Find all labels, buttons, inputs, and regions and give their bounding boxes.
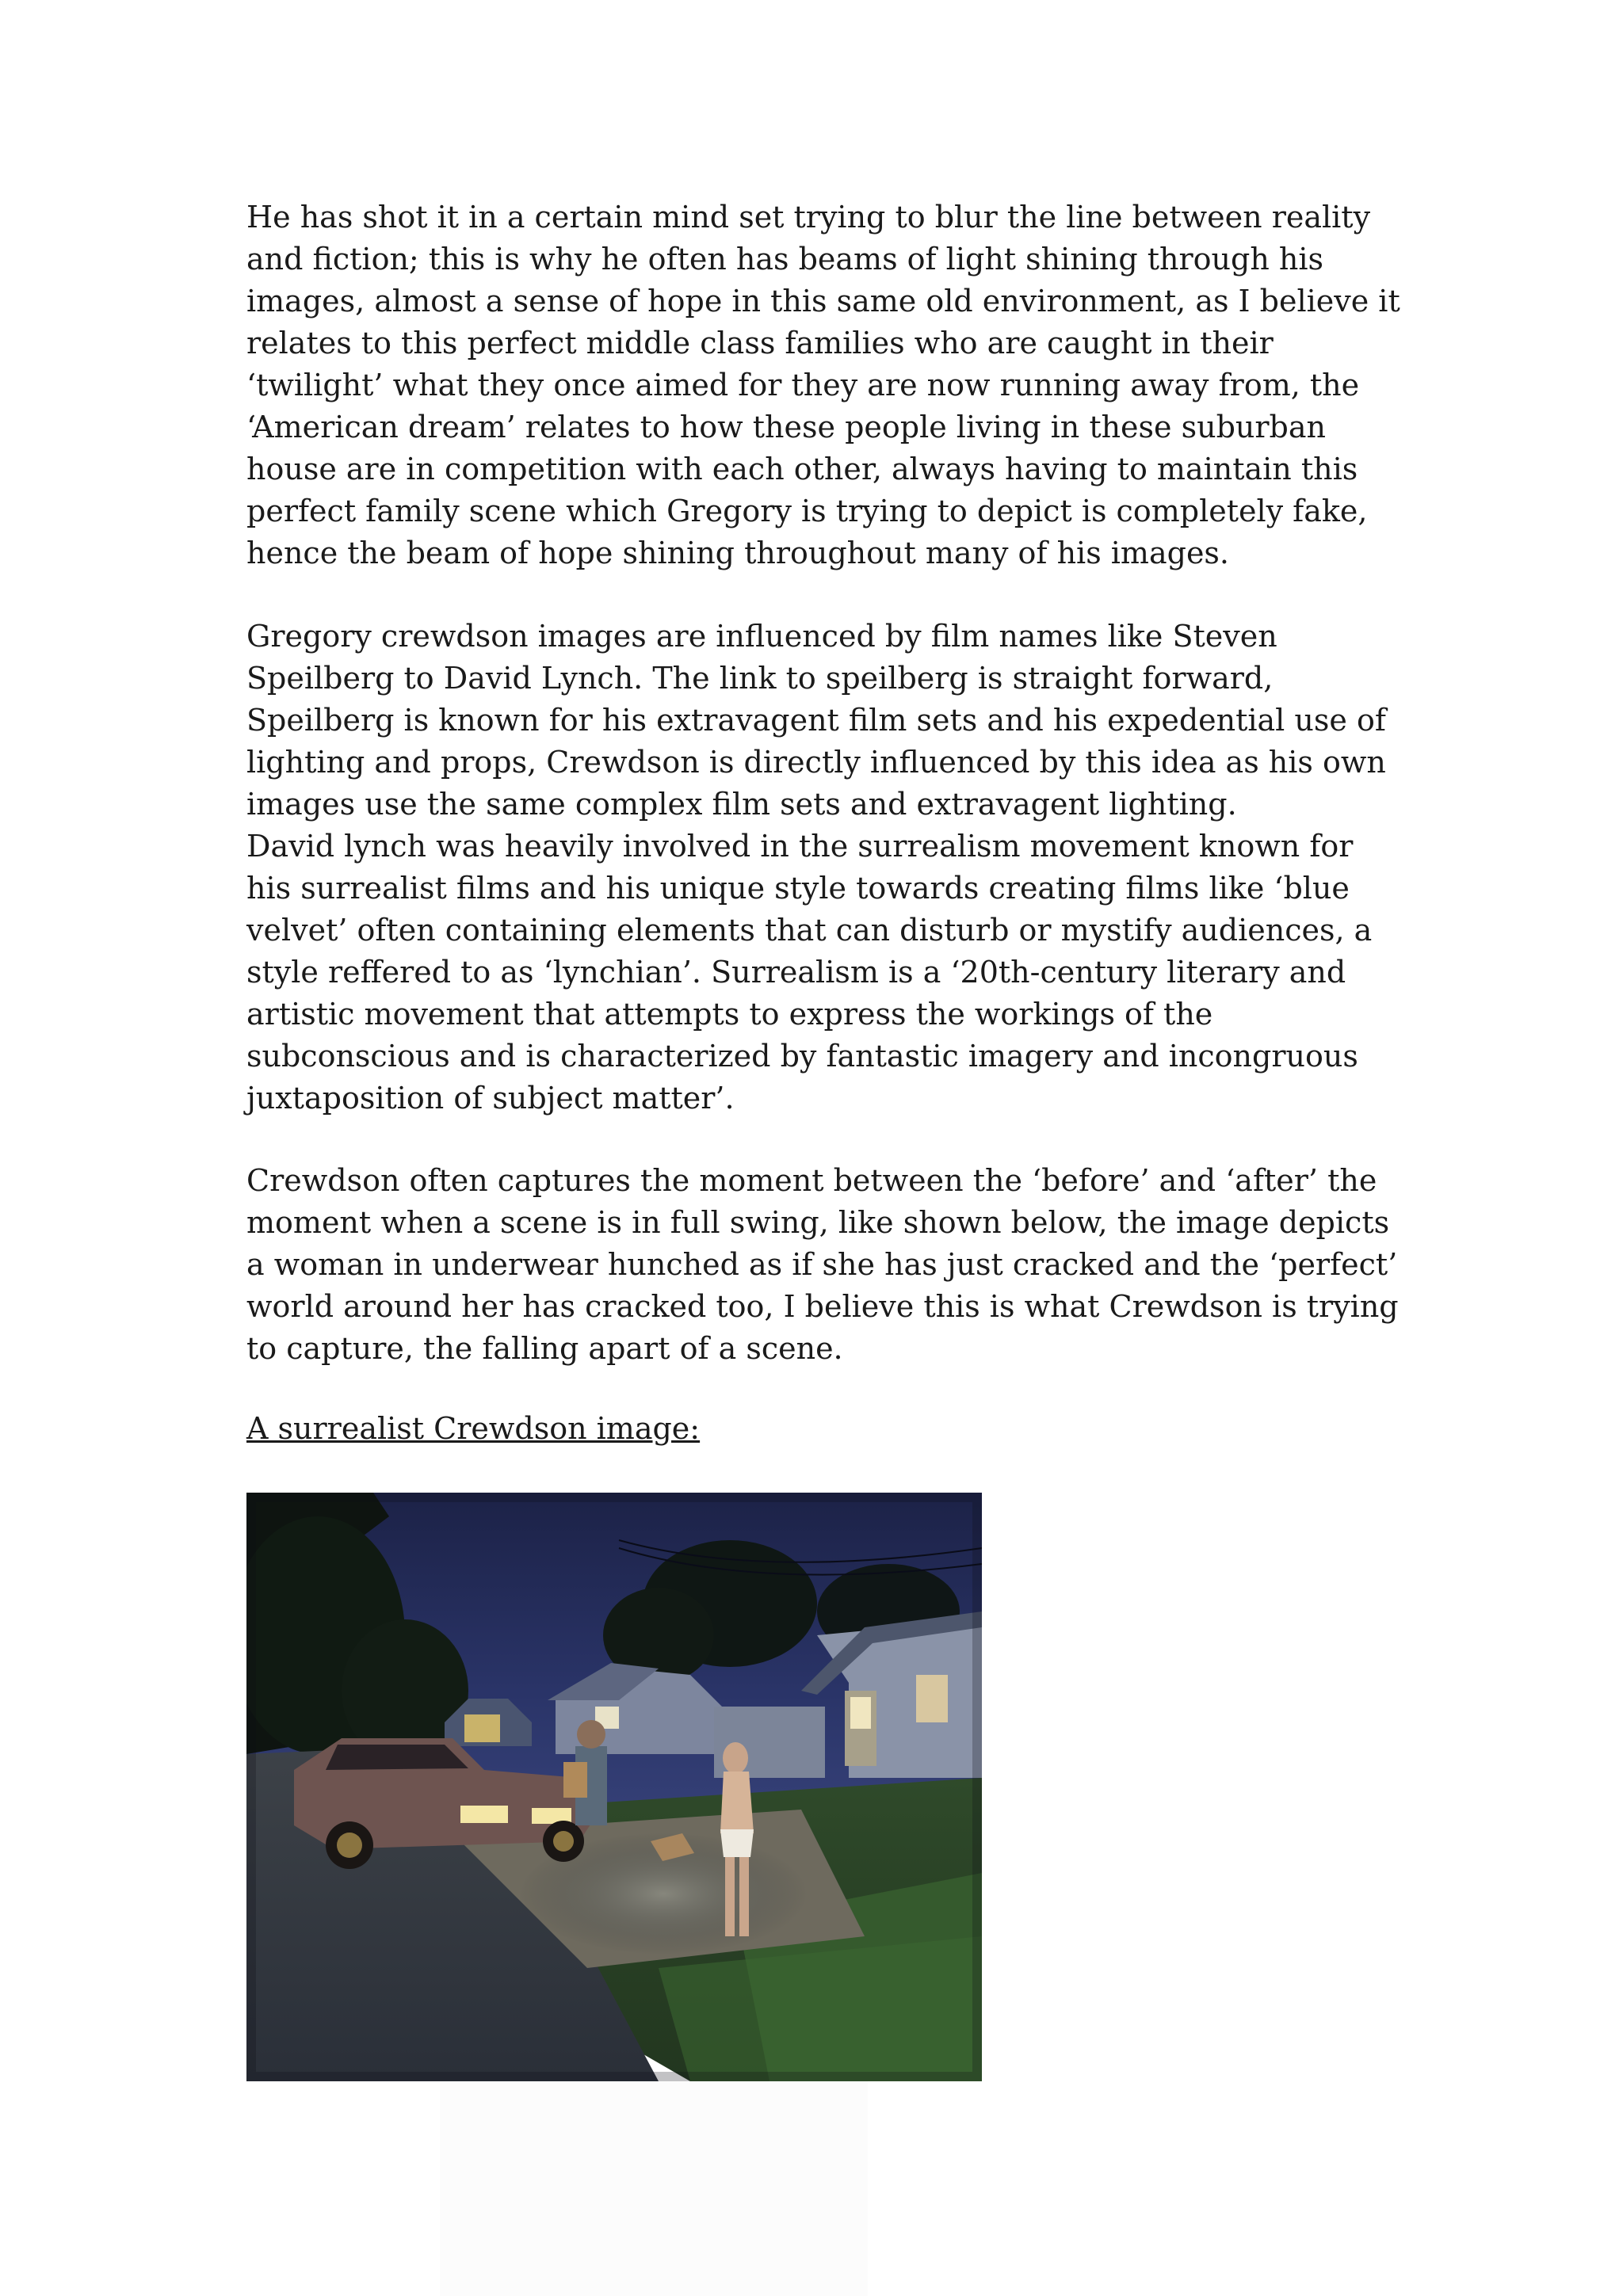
- text-line: He has shot it in a certain mind set trying to blur the line between reality: [246, 200, 1371, 235]
- text-line: his surrealist films and his unique style towards creating films like ‘blue: [246, 871, 1350, 906]
- text-line: juxtaposition of subject matter’.: [246, 1081, 735, 1116]
- image-caption: A surrealist Crewdson image:: [246, 1411, 701, 1446]
- text-line: velvet’ often containing elements that can disturb or mystify audiences, a: [246, 913, 1373, 948]
- text-line: Speilberg to David Lynch. The link to speilberg is straight forward,: [246, 661, 1274, 696]
- text-line: world around her has cracked too, I believe this is what Crewdson is trying: [246, 1289, 1399, 1324]
- text-line: relates to this perfect middle class families who are caught in their: [246, 326, 1274, 360]
- text-line: Gregory crewdson images are influenced by film names like Steven: [246, 619, 1277, 654]
- text-line: lighting and props, Crewdson is directly influenced by this idea as his own: [246, 745, 1386, 780]
- text-line: house are in competition with each other, always having to maintain this: [246, 452, 1358, 486]
- text-line: perfect family scene which Gregory is trying to depict is completely fake,: [246, 494, 1368, 528]
- text-line: and fiction; this is why he often has beams of light shining through his: [246, 242, 1324, 277]
- text-line: Speilberg is known for his extravagent film sets and his expedential use of: [246, 703, 1386, 738]
- crewdson-photograph: [246, 1493, 982, 2081]
- text-line: ‘American dream’ relates to how these people living in these suburban: [246, 410, 1327, 444]
- paragraph-1: [246, 196, 1403, 574]
- text-line: images use the same complex film sets and extravagent lighting.: [246, 787, 1237, 822]
- text-line: David lynch was heavily involved in the surrealism movement known for: [246, 829, 1354, 864]
- text-line: moment when a scene is in full swing, like shown below, the image depicts: [246, 1205, 1390, 1240]
- text-line: to capture, the falling apart of a scene.: [246, 1331, 843, 1366]
- paragraph-2: [246, 616, 1403, 1119]
- text-line: style reffered to as ‘lynchian’. Surrealism is a ‘20th-century literary and: [246, 955, 1346, 990]
- text-line: artistic movement that attempts to express the workings of the: [246, 997, 1213, 1032]
- page-bottom-region: [440, 2081, 868, 2296]
- text-line: ‘twilight’ what they once aimed for they are now running away from, the: [246, 368, 1360, 402]
- text-line: images, almost a sense of hope in this same old environment, as I believe it: [246, 284, 1400, 318]
- text-line: hence the beam of hope shining throughout many of his images.: [246, 536, 1230, 570]
- text-line: Crewdson often captures the moment between the ‘before’ and ‘after’ the: [246, 1163, 1377, 1198]
- text-line: subconscious and is characterized by fantastic imagery and incongruous: [246, 1039, 1358, 1074]
- text-line: a woman in underwear hunched as if she has just cracked and the ‘perfect’: [246, 1247, 1398, 1282]
- paragraph-3: [246, 1160, 1403, 1370]
